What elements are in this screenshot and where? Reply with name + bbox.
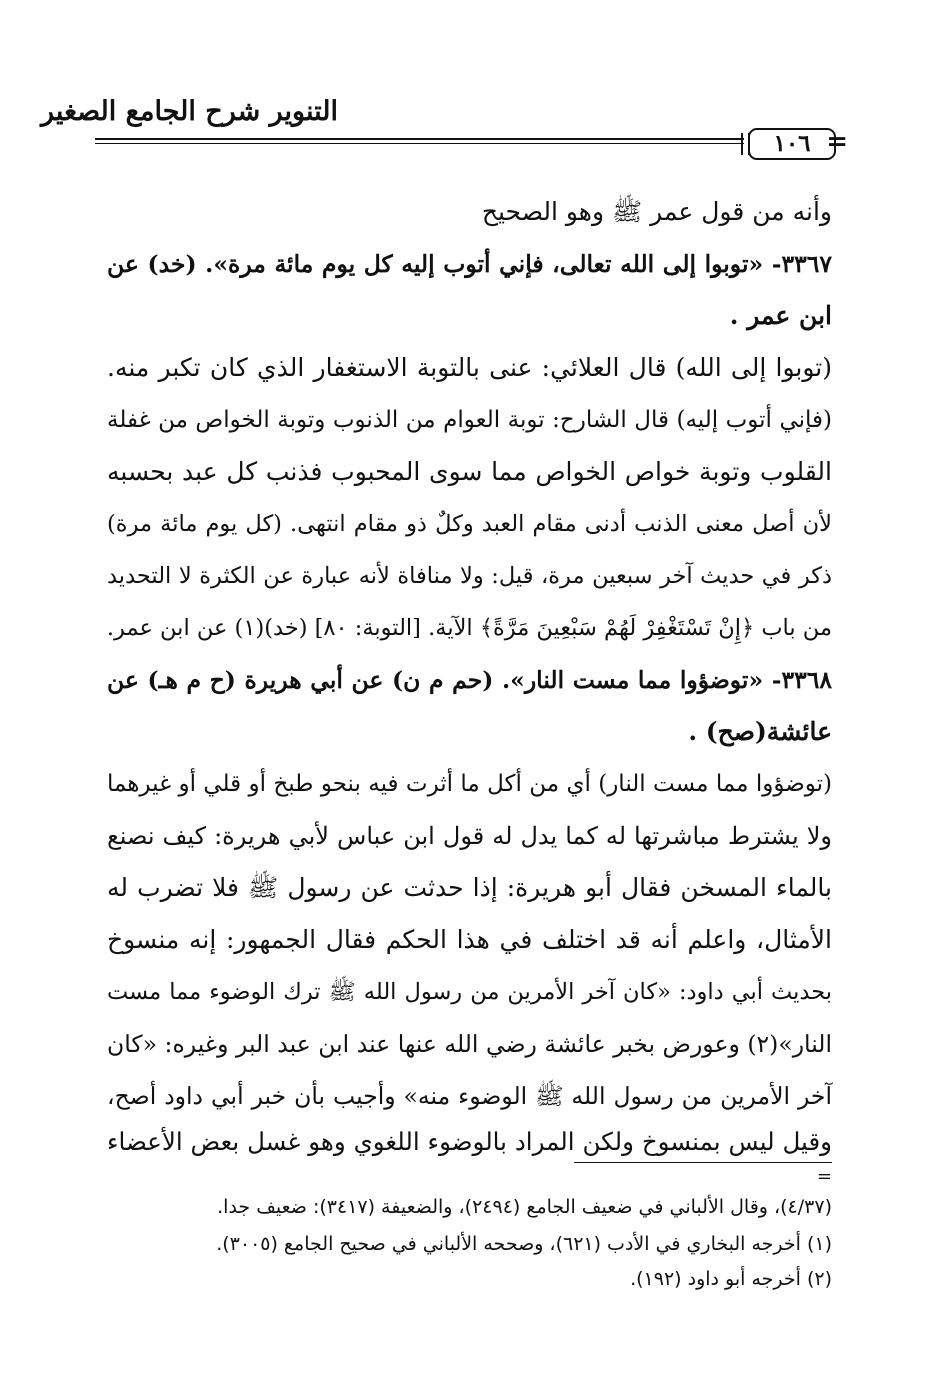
footnote: (١) أخرجه البخاري في الأدب (٦٢١)، وصححه الألباني في صحيح الجامع (٣٠٠٥). xyxy=(216,1233,832,1255)
hadith-heading: ٣٣٦٨- «توضؤوا مما مست النار». (حم م ن) عن أبي هريرة (ح م هـ) عن xyxy=(107,666,832,694)
text-line: القلوب وتوبة خواص الخواص مما سوى المحبوب فذنب كل عبد بحسبه xyxy=(107,457,832,486)
text-line: بحديث أبي داود: «كان آخر الأمرين من رسول الله ﷺ ترك الوضوء مما مست xyxy=(107,979,832,1005)
hadith-heading: ٣٣٦٧- «توبوا إلى الله تعالى، فإني أتوب إليه كل يوم مائة مرة». (خد) عن xyxy=(107,250,832,278)
text-line: (توضؤوا مما مست النار) أي من أكل ما أثرت فيه بنحو طبخ أو قلي أو غيرهما xyxy=(107,771,832,797)
header-rule xyxy=(95,138,744,148)
text-line: وقيل ليس بمنسوخ ولكن المراد بالوضوء اللغوي وهو غسل بعض الأعضاء xyxy=(107,1127,832,1156)
footnote: (٢) أخرجه أبو داود (١٩٢). xyxy=(630,1268,832,1290)
hadith-heading: عائشة(صح) . xyxy=(688,717,832,746)
running-title: التنوير شرح الجامع الصغير xyxy=(41,96,338,127)
page-number: ١٠٦ xyxy=(748,128,836,160)
text-line: آخر الأمرين من رسول الله ﷺ الوضوء منه» وأجيب بأن خبر أبي داود أصح، xyxy=(107,1082,832,1110)
text-line: بالماء المسخن فقال أبو هريرة: إذا حدثت عن رسول ﷺ فلا تضرب له xyxy=(107,873,832,902)
footnote: (٤/٣٧)، وقال الألباني في ضعيف الجامع (٢٤٩٤)، والضعيفة (٣٤١٧): ضعيف جدا. xyxy=(217,1196,832,1218)
footnote-rule xyxy=(574,1162,832,1163)
text-line: من باب ﴿إِنْ تَسْتَغْفِرْ لَهُمْ سَبْعِينَ مَرَّةً﴾ الآية. [التوبة: ٨٠] (خد)(١) عن ابن عمر. xyxy=(106,615,832,641)
text-line: ذكر في حديث آخر سبعين مرة، قيل: ولا منافاة لأنه عبارة عن الكثرة لا التحديد xyxy=(107,563,832,589)
text-line: وأنه من قول عمر ﷺ وهو الصحيح xyxy=(481,197,832,226)
text-line: الأمثال، واعلم أنه قد اختلف في هذا الحكم فقال الجمهور: إنه منسوخ xyxy=(107,925,832,954)
text-line: ولا يشترط مباشرتها له كما يدل له قول ابن عباس لأبي هريرة: كيف نصنع xyxy=(107,822,832,850)
header-mark: = xyxy=(826,127,848,157)
text-line: (توبوا إلى الله) قال العلائي: عنى بالتوبة الاستغفار الذي كان تكبر منه. xyxy=(107,353,832,382)
text-line: لأن أصل معنى الذنب أدنى مقام العبد وكلٌ ذو مقام انتهى. (كل يوم مائة مرة) xyxy=(107,511,832,537)
hadith-heading: ابن عمر . xyxy=(729,301,832,330)
footnote-mark: = xyxy=(816,1166,832,1187)
text-line: النار»(٢) وعورض بخبر عائشة رضي الله عنها عند ابن عبد البر وغيره: «كان xyxy=(107,1030,832,1058)
text-line: (فإني أتوب إليه) قال الشارح: توبة العوام من الذنوب وتوبة الخواص من غفلة xyxy=(107,407,832,433)
